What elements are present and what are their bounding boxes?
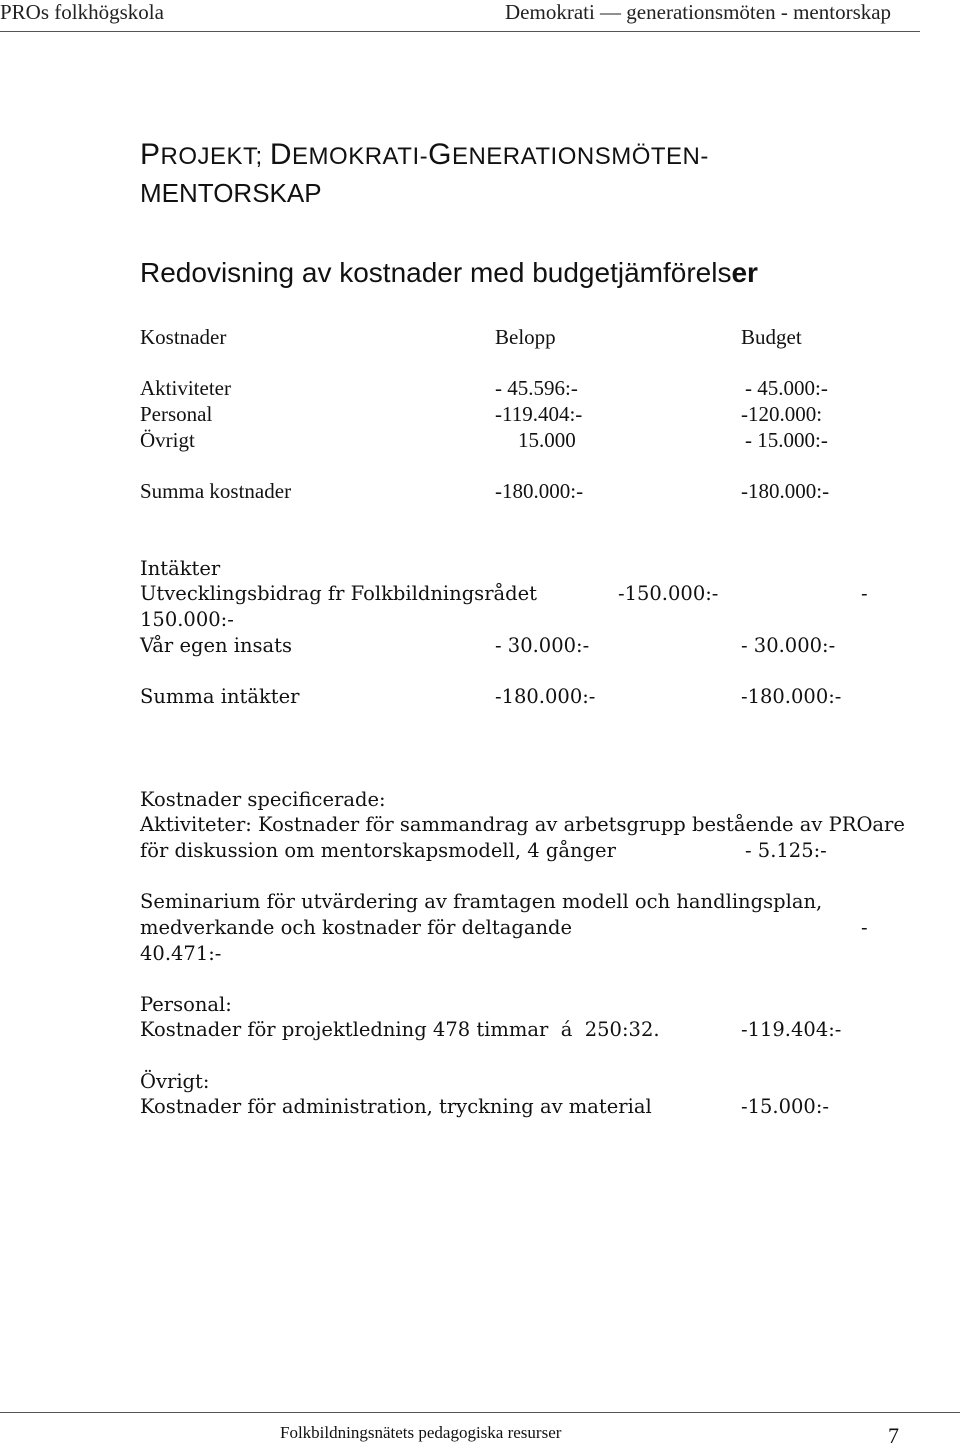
subtitle-main: Redovisning av kostnader med budgetjämförels [140, 257, 732, 288]
spec-heading: Kostnader specificerade: [140, 788, 386, 811]
costs-row-label: Aktiviteter [140, 376, 231, 400]
income-row-amount: - 30.000:- [495, 634, 590, 657]
income-total-label: Summa intäkter [140, 685, 300, 708]
page-number: 7 [888, 1423, 899, 1448]
spec-other-amount: -15.000:- [741, 1095, 829, 1118]
spec-personal-line: Kostnader för projektledning 478 timmar á 250:32. [140, 1018, 660, 1041]
income-row-label: Vår egen insats [140, 634, 293, 657]
title-cap-g: G [428, 138, 452, 171]
costs-row-budget: - 15.000:- [745, 428, 828, 452]
costs-row-amount: -119.404:- [495, 402, 583, 426]
title-small-emokrati: EMOKRATI- [292, 143, 429, 170]
spec-seminar-amount: 40.471:- [140, 942, 222, 965]
income-row-budget: - [861, 582, 868, 605]
header-rule [0, 31, 920, 32]
costs-row-label: Personal [140, 402, 213, 426]
header-right: Demokrati — generationsmöten - mentorskap [505, 0, 892, 24]
costs-row-amount: - 45.596:- [495, 376, 578, 400]
income-row-amount: -150.000:- [618, 582, 719, 605]
spec-activities-line1: Aktiviteter: Kostnader för sammandrag av arbetsgrupp bestående av PROare [140, 813, 905, 836]
title-cap-d: D [269, 138, 293, 171]
spec-personal-heading: Personal: [140, 993, 232, 1016]
spec-activities-line2: för diskussion om mentorskapsmodell, 4 gånger [140, 839, 616, 862]
subtitle-bold-tail: er [731, 257, 758, 288]
costs-row-label: Övrigt [140, 428, 195, 452]
costs-row-amount: 15.000 [518, 428, 576, 452]
income-total-amount: -180.000:- [495, 685, 596, 708]
header-left: PROs folkhögskola [0, 0, 164, 24]
footer-rule [0, 1412, 960, 1413]
title-small-rojekt: ROJEKT; [160, 143, 270, 170]
income-heading: Intäkter [140, 557, 221, 580]
income-row-budget-wrap: 150.000:- [140, 608, 234, 631]
income-total-budget: -180.000:- [741, 685, 842, 708]
spec-seminar-line2: medverkande och kostnader för deltagande [140, 916, 573, 939]
page-title-line2: MENTORSKAP [140, 178, 322, 208]
title-cap-p: P [140, 138, 161, 171]
costs-total-amount: -180.000:- [495, 479, 584, 503]
page-title [140, 138, 709, 172]
subtitle [140, 257, 758, 289]
costs-total-label: Summa kostnader [140, 479, 292, 503]
income-row-budget: - 30.000:- [741, 634, 836, 657]
costs-header-budget: Budget [741, 325, 802, 349]
costs-header-label: Kostnader [140, 325, 227, 349]
spec-other-line: Kostnader för administration, tryckning av material [140, 1095, 652, 1118]
spec-activities-amount: - 5.125:- [745, 839, 827, 862]
costs-row-budget: -120.000: [741, 402, 823, 426]
spec-seminar-dash: - [861, 916, 868, 939]
spec-other-heading: Övrigt: [140, 1070, 210, 1093]
spec-seminar-line1: Seminarium för utvärdering av framtagen modell och handlingsplan, [140, 890, 823, 913]
footer-text: Folkbildningsnätets pedagogiska resurser [280, 1423, 562, 1442]
costs-row-budget: - 45.000:- [745, 376, 828, 400]
title-small-enerationsmoten: ENERATIONSMÖTEN- [451, 143, 709, 170]
costs-total-budget: -180.000:- [741, 479, 830, 503]
costs-header-amount: Belopp [495, 325, 556, 349]
spec-personal-amount: -119.404:- [741, 1018, 842, 1041]
income-row-label: Utvecklingsbidrag fr Folkbildningsrådet [140, 582, 537, 605]
